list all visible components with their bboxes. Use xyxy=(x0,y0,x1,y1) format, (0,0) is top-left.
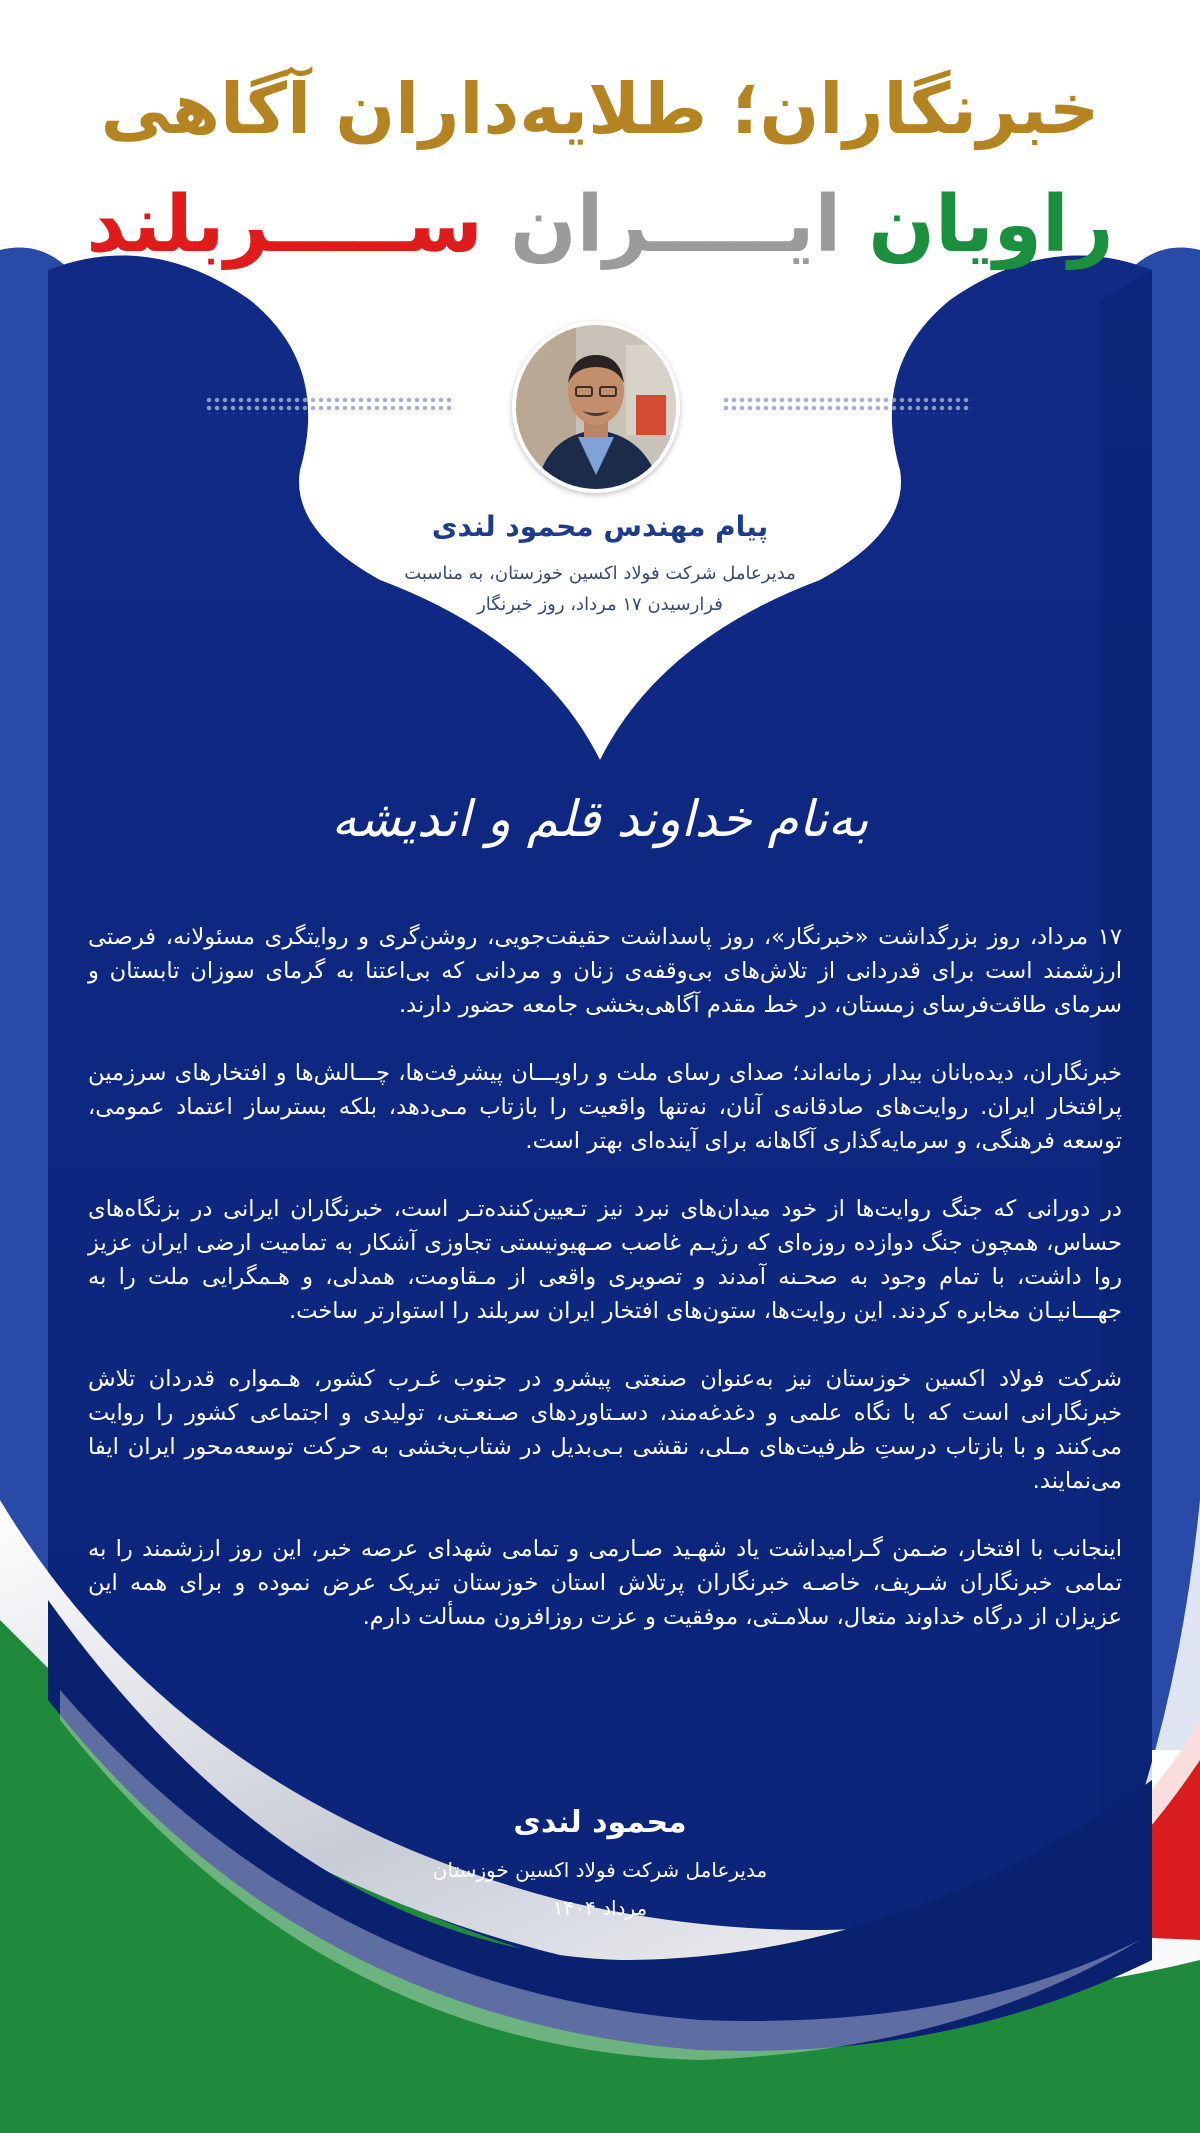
sender-name: پیام مهندس محمود لندی xyxy=(431,510,769,543)
headline-word-ravian: راویان xyxy=(868,180,1114,270)
sender-subtitle-line-2: فرارسیدن ۱۷ مرداد، روز خبرنگار xyxy=(477,594,723,615)
message-paragraph-5: اینجانب با افتخار، ضـمن گـرامیداشت یاد شهـید صـارمی و تمامی شهدای عرصه خبر، این روز ارزشمند را به تمامی خبرنگاران شـریف، خاصـه خبرنگاران پرتلاش استان خوزستان تبریک عرض نموده و برای همه این عزیزان از درگاه خداوند متعال، سلامـتی، موفقیت و عزت روزافزون مسألت دارم. xyxy=(88,1536,1122,1630)
sender-subtitle-line-1: مدیرعامل شرکت فولاد اکسین خوزستان، به مناسبت xyxy=(404,563,796,584)
dotted-ornament-right xyxy=(722,396,972,414)
headline-line-1: خبرنگاران؛ طلایه‌داران آگاهی xyxy=(100,68,1100,150)
headline-word-iran: ایـــــران xyxy=(510,180,842,270)
headline-word-sarboland: ســـــربلند xyxy=(86,180,483,270)
message-paragraph-4: شرکت فولاد اکسین خوزستان نیز به‌عنوان صنعتی پیشرو در جنوب غـرب کشور، هـمواره قدردان تلاش خبرنگارانی است که با نگاه علمی و دغدغه‌مند، دسـتاوردهای صـنعـتی، تولیدی و اجتماعی کشور را روایت می‌کنند و با بازتاب درستِ ظرفیت‌های مـلی، نقشی بـی‌بدیل در شتاب‌بخشی به حرکت توسعه‌محور ایران ایفا می‌نمایند. xyxy=(88,1366,1122,1494)
signature-block xyxy=(300,1805,900,1920)
signature-role: مدیرعامل شرکت فولاد اکسین خوزستان xyxy=(432,1858,768,1882)
message-paragraph-1: ۱۷ مرداد، روز بزرگداشت «خبرنگار»، روز پاسداشت حقیقت‌جویی، روشن‌گری و روایتگری مسئولانه، فرصتی ارزشمند است برای قدردانی از تلاش‌های بی‌وقفه‌ی زنان و مردانی که بی‌اعتنا به گرمای سوزان تابستان و سرمای طاقت‌فرسای زمستان، در خط مقدم آگاهی‌بخشی جامعه حضور دارند. xyxy=(88,924,1122,1018)
signature-date: مرداد ۱۴۰۴ xyxy=(552,1896,648,1920)
dotted-ornament-left xyxy=(205,396,455,414)
headline-line-2 xyxy=(0,180,1200,270)
man-portrait-icon xyxy=(516,325,676,489)
portrait-photo xyxy=(512,321,680,493)
message-body xyxy=(88,920,1122,1668)
message-paragraph-3: در دورانی که جنگ روایت‌ها از خود میدان‌های نبرد نیز تـعیین‌کننده‌تـر است، خبرنگاران ایرانی در بزنگاه‌های حساس، همچون جنگ دوازده روزه‌ای که رژیـم غاصب صـهیونیستی تجاوزی آشکار به تمامیت ارضی ایران عزیز روا داشت، با تمام وجود به صحـنه آمدند و تصویری واقعی از مـقاومت، همدلی، و هـمگرایی ملت را به جهـــانیـان مخابره کردند. این روایت‌ها، ستون‌های افتخار ایران سربلند را استوارتر ساخت. xyxy=(88,1196,1122,1324)
message-paragraph-2: خبرنگاران، دیده‌بانان بیدار زمانه‌اند؛ صدای رسای ملت و راویـــان پیشرفت‌ها، چـــالش‌ها و افتخارهای سرزمین پرافتخار ایران. روایت‌های صادقانه‌ی آنان، نه‌تنها واقعیت را بازتاب مـی‌دهد، بلکه بسترساز اعتماد عمومی، توسعه فرهنگی، و سرمایه‌گذاری آگاهانه برای آینده‌ای بهتر است. xyxy=(88,1060,1122,1154)
signature-name: محمود لندی xyxy=(513,1805,687,1840)
basmala-heading: به‌نام خداوند قلم و اندیشه xyxy=(331,790,869,848)
